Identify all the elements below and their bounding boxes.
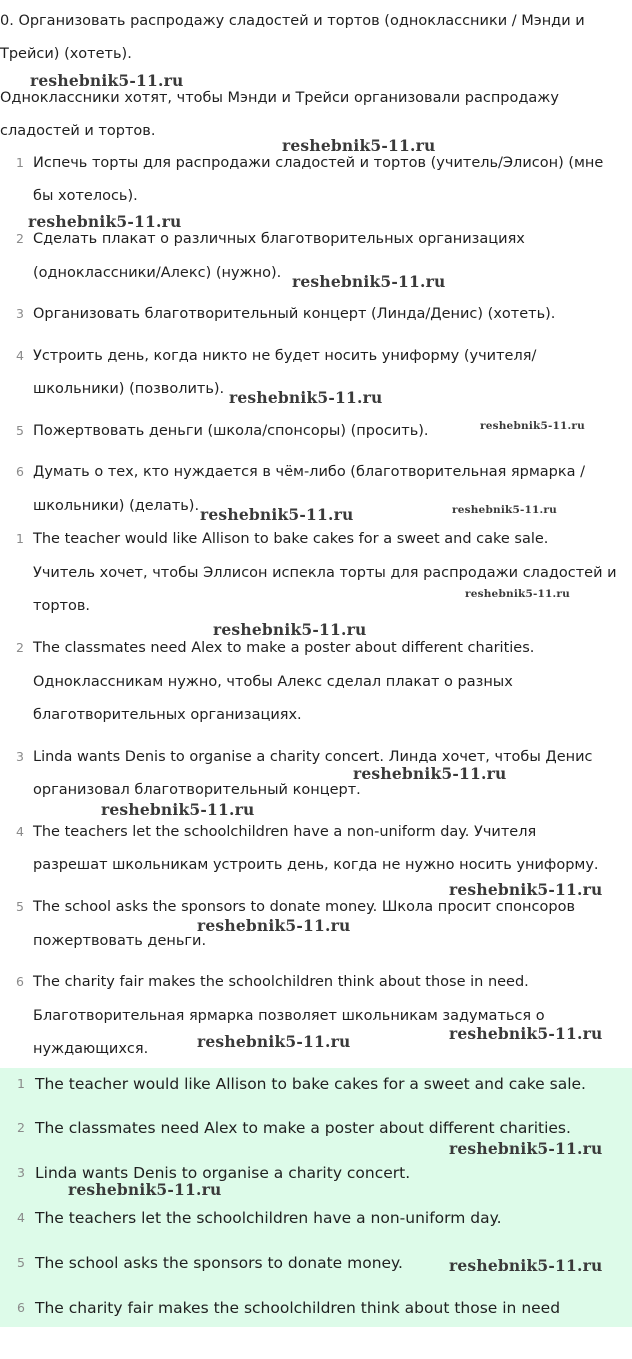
watermark: reshebnik5-11.ru — [292, 272, 446, 291]
final-answer: The classmates need Alex to make a poster about different charities. — [35, 1119, 571, 1137]
final-answer: The teachers let the schoolchildren have a non-uniform day. — [35, 1209, 502, 1227]
answer-translation: организовал благотворительный концерт. — [33, 782, 361, 798]
answer-text: The teachers let the schoolchildren have a non-uniform day. Учителя — [33, 824, 537, 840]
answer-number: 1 — [16, 531, 24, 546]
watermark: reshebnik5-11.ru — [101, 800, 255, 819]
task-text: Организовать благотворительный концерт (Линда/Денис) (хотеть). — [33, 306, 556, 322]
task-number: 6 — [16, 464, 24, 479]
task-text: Устроить день, когда никто не будет носить униформу (учителя/ — [33, 348, 537, 364]
watermark: reshebnik5-11.ru — [197, 916, 351, 935]
final-number: 1 — [17, 1076, 25, 1091]
watermark: reshebnik5-11.ru — [200, 505, 354, 524]
answer-text: The teacher would like Allison to bake cakes for a sweet and cake sale. — [33, 531, 549, 547]
answer-translation: разрешат школьникам устроить день, когда не нужно носить униформу. — [33, 857, 599, 873]
task-number: 3 — [16, 306, 24, 321]
task-text: школьники) (делать). — [33, 498, 200, 514]
answer-text: The classmates need Alex to make a poster about different charities. — [33, 640, 535, 656]
watermark: reshebnik5-11.ru — [229, 388, 383, 407]
watermark: reshebnik5-11.ru — [449, 880, 603, 899]
final-answer: The school asks the sponsors to donate money. — [35, 1254, 403, 1272]
final-number: 6 — [17, 1300, 25, 1315]
answer-translation: тортов. — [33, 598, 90, 614]
watermark: reshebnik5-11.ru — [30, 71, 184, 90]
final-answer: Linda wants Denis to organise a charity concert. — [35, 1164, 411, 1182]
watermark: reshebnik5-11.ru — [449, 1139, 603, 1158]
answer-text: The charity fair makes the schoolchildren think about those in need. — [33, 974, 529, 990]
intro-line: Одноклассники хотят, чтобы Мэнди и Трейси организовали распродажу — [0, 90, 559, 106]
answer-translation: пожертвовать деньги. — [33, 933, 207, 949]
watermark: reshebnik5-11.ru — [480, 420, 585, 432]
task-number: 5 — [16, 423, 24, 438]
answer-translation: нуждающихся. — [33, 1041, 149, 1057]
watermark: reshebnik5-11.ru — [449, 1024, 603, 1043]
answer-number: 3 — [16, 749, 24, 764]
task-text: бы хотелось). — [33, 188, 138, 204]
watermark: reshebnik5-11.ru — [452, 504, 557, 516]
answer-number: 6 — [16, 974, 24, 989]
task-text: школьники) (позволить). — [33, 381, 225, 397]
answer-translation: Благотворительная ярмарка позволяет школьникам задуматься о — [33, 1008, 545, 1024]
watermark: reshebnik5-11.ru — [449, 1256, 603, 1275]
task-text: Думать о тех, кто нуждается в чём-либо (благотворительная ярмарка / — [33, 464, 586, 480]
final-answer: The teacher would like Allison to bake cakes for a sweet and cake sale. — [35, 1075, 586, 1093]
answer-translation: Учитель хочет, чтобы Эллисон испекла торты для распродажи сладостей и — [33, 565, 617, 581]
task-text: (одноклассники/Алекс) (нужно). — [33, 265, 282, 281]
final-answer: The charity fair makes the schoolchildren think about those in need — [35, 1299, 561, 1317]
answer-text: Linda wants Denis to organise a charity concert. Линда хочет, чтобы Денис — [33, 749, 593, 765]
watermark: reshebnik5-11.ru — [213, 620, 367, 639]
task-number: 2 — [16, 231, 24, 246]
answer-text: The school asks the sponsors to donate money. Школа просит спонсоров — [33, 899, 575, 915]
task-text: Пожертвовать деньги (школа/спонсоры) (просить). — [33, 423, 429, 439]
answer-translation: Одноклассникам нужно, чтобы Алекс сделал плакат о разных — [33, 674, 513, 690]
task-number: 4 — [16, 348, 24, 363]
intro-line: Трейси) (хотеть). — [0, 46, 132, 62]
answer-number: 5 — [16, 899, 24, 914]
watermark: reshebnik5-11.ru — [465, 588, 570, 600]
watermark: reshebnik5-11.ru — [197, 1032, 351, 1051]
intro-line: сладостей и тортов. — [0, 123, 156, 139]
watermark: reshebnik5-11.ru — [282, 136, 436, 155]
task-text: Сделать плакат о различных благотворительных организациях — [33, 231, 525, 247]
task-number: 1 — [16, 155, 24, 170]
watermark: reshebnik5-11.ru — [68, 1180, 222, 1199]
final-number: 3 — [17, 1165, 25, 1180]
final-number: 5 — [17, 1255, 25, 1270]
watermark: reshebnik5-11.ru — [28, 212, 182, 231]
watermark: reshebnik5-11.ru — [353, 764, 507, 783]
answer-translation: благотворительных организациях. — [33, 707, 302, 723]
final-number: 4 — [17, 1210, 25, 1225]
final-number: 2 — [17, 1120, 25, 1135]
intro-line: 0. Организовать распродажу сладостей и тортов (одноклассники / Мэнди и — [0, 13, 585, 29]
task-text: Испечь торты для распродажи сладостей и тортов (учитель/Элисон) (мне — [33, 155, 604, 171]
answer-number: 2 — [16, 640, 24, 655]
answer-number: 4 — [16, 824, 24, 839]
